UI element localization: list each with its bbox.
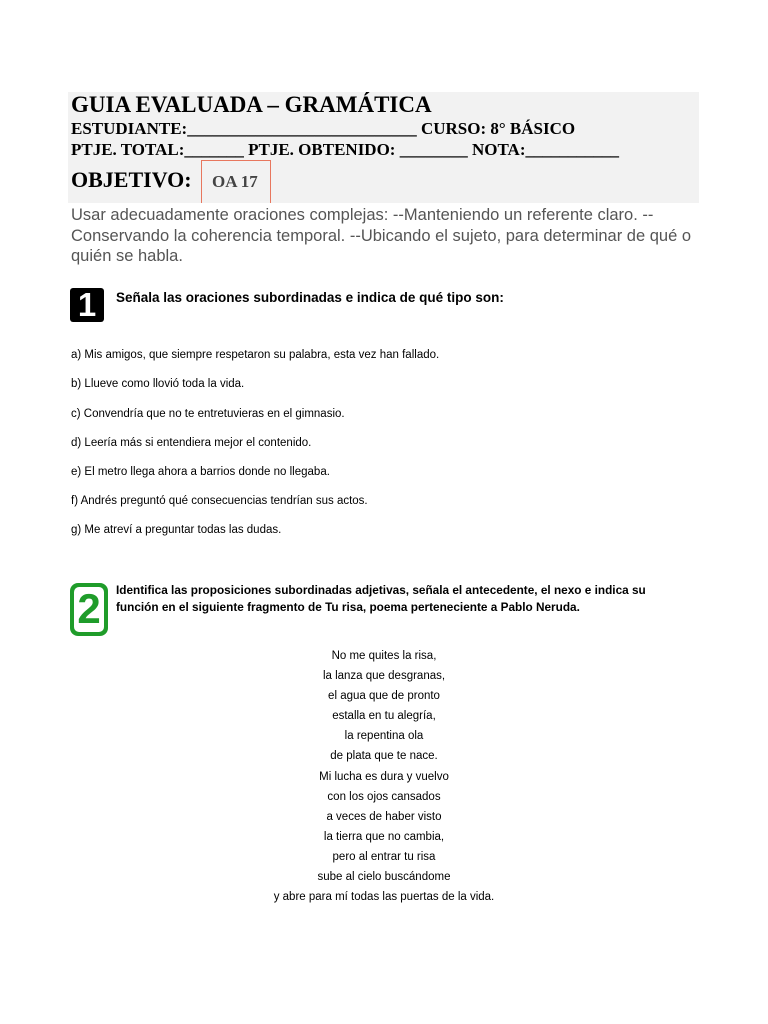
poem	[200, 646, 568, 907]
document-title: GUIA EVALUADA – GRAMÁTICA	[71, 92, 432, 117]
section1-number: 1	[77, 286, 97, 323]
poem-line: la repentina ola	[344, 730, 424, 743]
poem-line: a veces de haber visto	[326, 810, 442, 823]
student-course-line: ESTUDIANTE:___________________________ CURSO: 8° BÁSICO	[71, 119, 576, 138]
poem-line: la tierra que no cambia,	[323, 830, 445, 843]
list-item: c) Convendría que no te entretuvieras en el gimnasio.	[71, 408, 345, 420]
score-grade-line: PTJE. TOTAL:_______ PTJE. OBTENIDO: ________ NOTA:___________	[71, 140, 619, 159]
list-item: b) Llueve como llovió toda la vida.	[71, 378, 245, 390]
list-item: f) Andrés preguntó qué consecuencias tendrían sus actos.	[71, 495, 368, 507]
objective-description: Usar adecuadamente oraciones complejas: --Manteniendo un referente claro. --Conservando la coherencia temporal. --Ubicando el sujeto, para determinar de qué o quién se habla.	[71, 206, 692, 265]
list-item: a) Mis amigos, que siempre respetaron su palabra, esta vez han fallado.	[71, 349, 440, 361]
objective-code: OA 17	[212, 172, 258, 191]
poem-line: la lanza que desgranas,	[322, 670, 446, 683]
poem-line: Mi lucha es dura y vuelvo	[319, 770, 449, 783]
poem-line: el agua que de pronto	[328, 690, 440, 703]
number-two-icon	[70, 583, 108, 636]
poem-line: con los ojos cansados	[327, 790, 441, 803]
list-item: e) El metro llega ahora a barrios donde no llegaba.	[71, 466, 330, 478]
objective-label: OBJETIVO:	[71, 167, 192, 192]
number-one-icon	[70, 288, 104, 322]
poem-line: de plata que te nace.	[330, 750, 438, 763]
section2-heading: Identifica las proposiciones subordinadas adjetivas, señala el antecedente, el nexo e indica su función en el siguiente fragmento de Tu risa, poema perteneciente a Pablo Neruda.	[116, 583, 646, 614]
poem-line: sube al cielo buscándome	[317, 871, 451, 884]
poem-line: No me quites la risa,	[331, 650, 437, 662]
poem-line: y abre para mí todas las puertas de la vida.	[273, 891, 495, 904]
section1-heading: Señala las oraciones subordinadas e indica de qué tipo son:	[116, 290, 504, 305]
poem-line: estalla en tu alegría,	[332, 710, 436, 723]
list-item: d) Leería más si entendiera mejor el contenido.	[71, 437, 312, 449]
list-item: g) Me atreví a preguntar todas las dudas.	[71, 524, 282, 536]
poem-line: pero al entrar tu risa	[332, 850, 436, 863]
section2-number: 2	[77, 585, 101, 632]
